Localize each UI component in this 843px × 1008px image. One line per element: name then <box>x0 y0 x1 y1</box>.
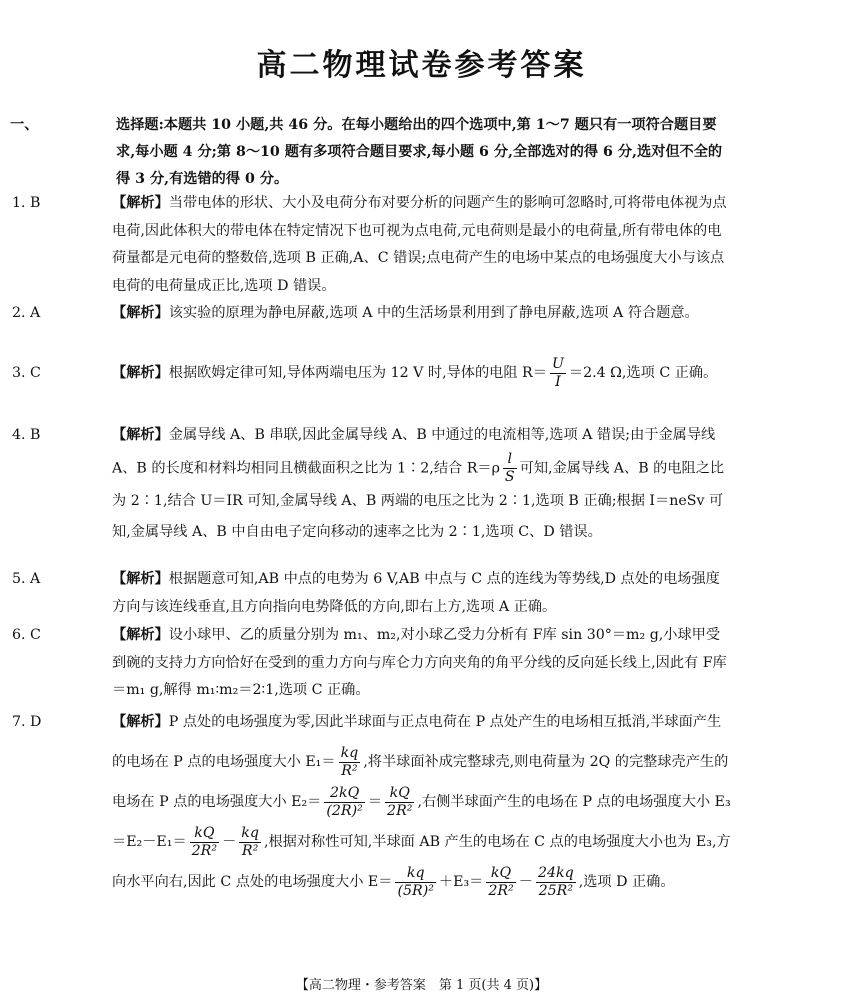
answer-text: 根据题意可知,AB 中点的电势为 6 V,AB 中点与 C 点的连线为等势线,D 点处的电场强度方向与该连线垂直,且方向指向电势降低的方向,即右上方,选项 A 正确。 <box>112 571 720 615</box>
answer-text: － <box>518 874 533 890</box>
page-footer: 【高二物理・参考答案 第 1 页(共 4 页)】 <box>295 978 548 993</box>
answer-number: 5. A <box>12 571 41 587</box>
answer-text: 当带电体的形状、大小及电荷分布对要分析的问题产生的影响可忽略时,可将带电体视为点电荷,因此体积大的带电体在特定情况下也可视为点电荷,元电荷则是最小的电荷量,所有带电体的电荷量都是元电荷的整数倍,选项 B 正确,A、C 错误;点电荷产生的电场中某点的电场强度大小与该点电荷的电荷量成正比,选项 D 错误。 <box>112 195 727 294</box>
answer-text: 金属导线 A、B 串联,因此金属导线 A、B 中通过的电流相等,选项 A 错误;由于金属导线 A、B 的长度和材料均相同且横截面积之比为 1∶2,结合 R＝ρ <box>112 427 716 477</box>
answer-number: 7. D <box>12 714 42 730</box>
answer-4 <box>12 420 732 548</box>
answer-text: ＝ <box>367 794 383 810</box>
analysis-tag: 【解析】 <box>112 365 169 381</box>
fraction: $\frac{24kq}{\text{25R²}}$ <box>537 864 574 899</box>
fraction: $\frac{kQ}{\text{2R²}}$ <box>387 784 413 819</box>
answer-number: 1. B <box>12 195 41 211</box>
analysis-tag: 【解析】 <box>112 714 169 730</box>
answer-text: － <box>222 834 237 850</box>
answer-text: 可知,金属导线 A、B 的电阻之比为 2∶1,结合 U＝IR 可知,金属导线 A、B 两端的电压之比为 2∶1,选项 B 正确;根据 I＝neSv 可知,金属导线 A、B 中自由电子定向移动的速率之比为 2∶1,选项 C、D 错误。 <box>112 460 725 540</box>
answer-text: ＋E₃＝ <box>438 874 484 890</box>
analysis-tag: 【解析】 <box>112 627 169 643</box>
answer-text: ,选项 D 正确。 <box>578 874 675 890</box>
answer-text: P 点处的电场强度为零,因此半球面与正点电荷在 P 点处产生的电场相互抵消,半球面产生的电场在 P 点的电场强度大小 E₁＝ <box>112 714 722 770</box>
answer-number: 6. C <box>12 627 41 643</box>
fraction-u-over-i: $\frac{U}{I}$ <box>551 355 564 390</box>
fraction: $\frac{kq}{\text{(5R)²}}$ <box>397 864 434 899</box>
analysis-tag: 【解析】 <box>112 571 169 587</box>
answer-number: 2. A <box>12 305 41 321</box>
section-instructions <box>10 112 728 193</box>
section-text: 选择题:本题共 10 小题,共 46 分。在每小题给出的四个选项中,第 1～7 题只有一项符合题目要求,每小题 4 分;第 8～10 题有多项符合题目要求,每小题 6 分,全部选对的得 6 分,选对但不全的得 3 分,有选错的得 0 分。 <box>116 117 723 187</box>
fraction: $\frac{kq}{\text{R²}}$ <box>241 824 259 859</box>
answer-text: 该实验的原理为静电屏蔽,选项 A 中的生活场景利用到了静电屏蔽,选项 A 符合题意。 <box>168 305 699 321</box>
answer-text: ,根据对称性可知,半球面 AB 产生的电场在 C 点的电场强度大小也为 E₃,方向水平向右,因此 C 点处的电场强度大小 E＝ <box>112 834 731 890</box>
answer-7 <box>12 702 732 902</box>
answer-text: ,右侧半球面产生的电场在 P 点的电场强度大小 E₃＝E₂－E₁＝ <box>112 794 731 850</box>
fraction-l-over-s: $\frac{l}{S}$ <box>504 451 515 485</box>
answer-text: ,将半球面补成完整球壳,则电荷量为 2Q 的完整球壳产生的电场在 P 点的电场强度大小 E₂＝ <box>112 754 729 810</box>
answer-text: 根据欧姆定律可知,导体两端电压为 12 V 时,导体的电阻 R＝ <box>168 365 547 381</box>
answer-3 <box>12 352 732 394</box>
answer-2 <box>12 300 732 328</box>
answer-1 <box>12 190 732 300</box>
analysis-tag: 【解析】 <box>112 305 169 321</box>
page-title: 高二物理试卷参考答案 <box>256 48 587 83</box>
answer-5 <box>12 566 732 621</box>
answer-text: 设小球甲、乙的质量分别为 m₁、m₂,对小球乙受力分析有 F库 sin 30°＝m₂ g,小球甲受到碗的支持力方向恰好在受到的重力方向与库仑力方向夹角的角平分线的反向延长线上,因此有 F库＝m₁ g,解得 m₁∶m₂＝2∶1,选项 C 正确。 <box>112 627 727 698</box>
fraction: $\frac{kq}{\text{R²}}$ <box>340 744 359 779</box>
fraction: $\frac{kQ}{\text{2R²}}$ <box>488 864 514 899</box>
analysis-tag: 【解析】 <box>112 195 169 211</box>
analysis-tag: 【解析】 <box>112 427 169 443</box>
answer-number: 4. B <box>12 427 41 443</box>
answer-text: ＝2.4 Ω,选项 C 正确。 <box>568 365 718 381</box>
fraction: $\frac{kQ}{\text{2R²}}$ <box>191 824 218 859</box>
answer-6 <box>12 622 732 705</box>
section-label: 一、 <box>10 117 39 133</box>
answer-number: 3. C <box>12 365 41 381</box>
fraction: $\frac{2kQ}{\text{(2R)²}}$ <box>326 784 363 819</box>
